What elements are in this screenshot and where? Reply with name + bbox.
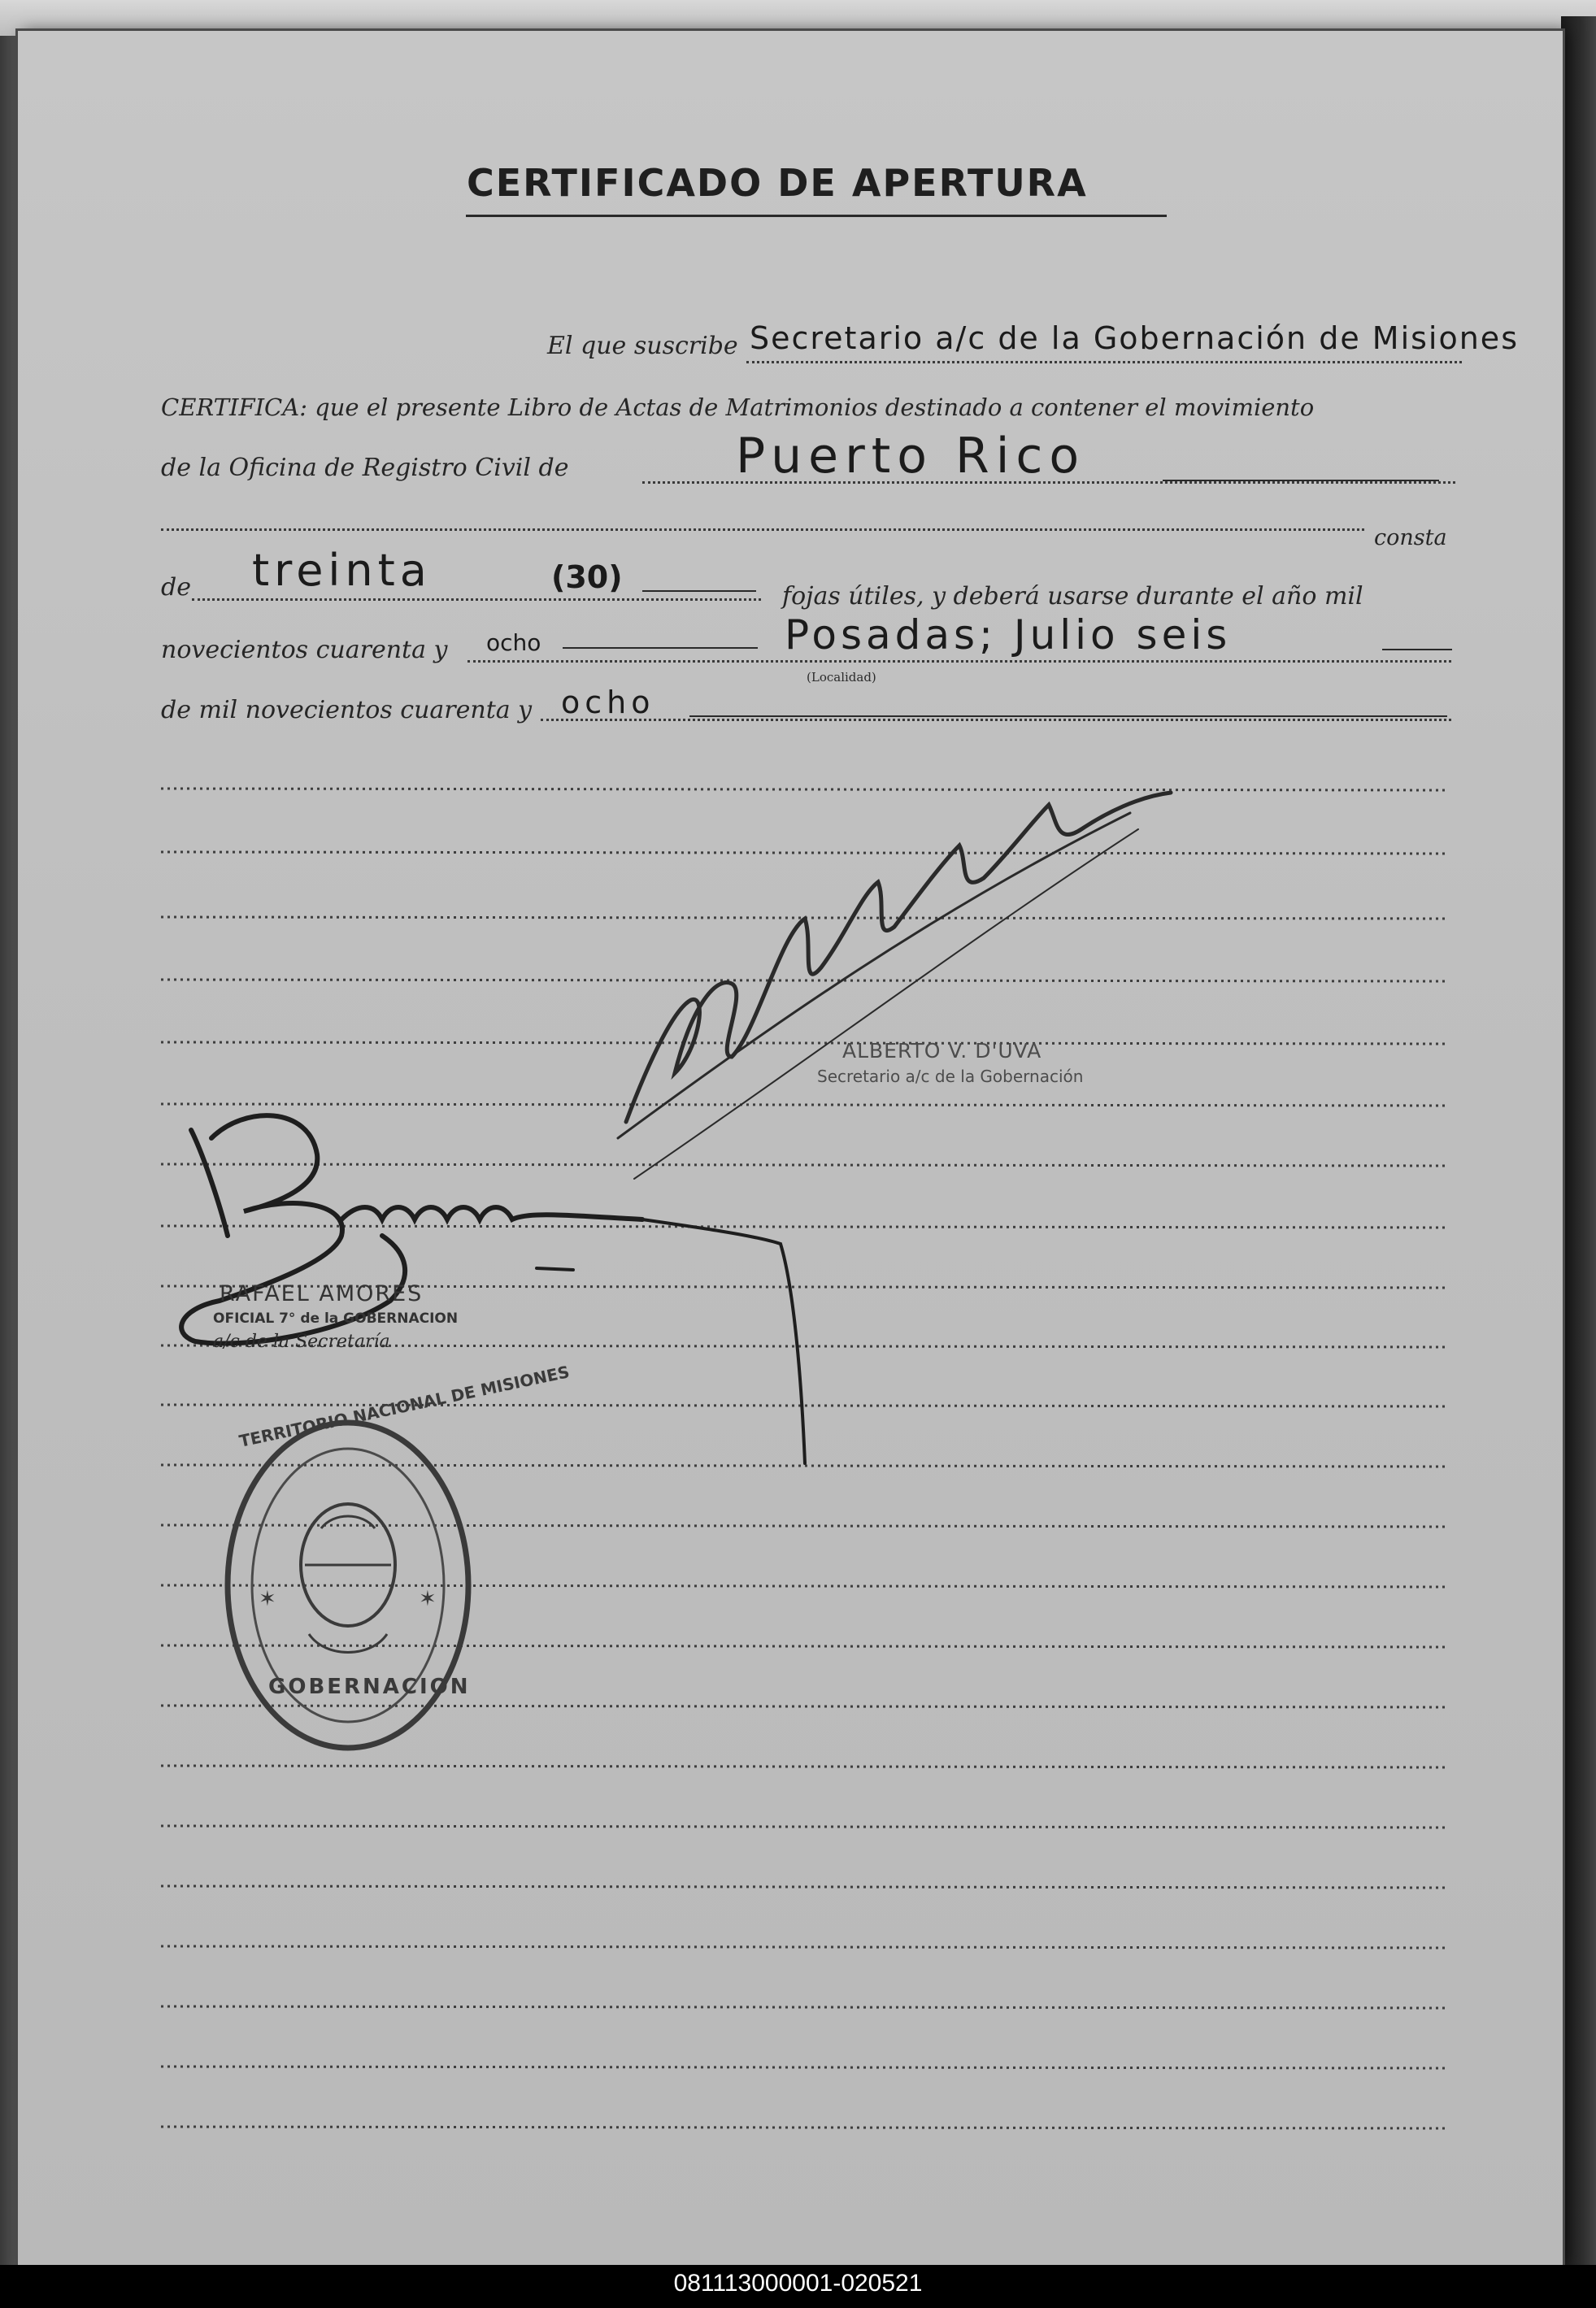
line3-printed: de la Oficina de Registro Civil de: [161, 454, 569, 482]
ruled-line: [161, 1226, 1447, 1228]
footer-id: 081113000001-020521: [673, 2270, 923, 2297]
stamp-alberto-title: Secretario a/c de la Gobernación: [817, 1067, 1084, 1086]
line3-handwritten: Puerto Rico: [736, 428, 1086, 485]
seal-top-text: TERRITORIO NACIONAL DE MISIONES: [237, 1362, 572, 1451]
localidad-caption: (Localidad): [807, 670, 876, 685]
ruled-line: [161, 1104, 1447, 1106]
seal: [228, 1423, 468, 1748]
line5-printed-right: fojas útiles, y deberá usarse durante el año mil: [782, 582, 1363, 611]
ruled-line: [161, 1585, 1447, 1587]
seal-bottom-text: GOBERNACION: [268, 1675, 471, 1699]
ruled-line: [161, 2127, 1447, 2128]
ruled-line: [161, 2067, 1447, 2068]
line6-handwritten-a: ocho: [486, 629, 541, 656]
line5-printed-left: de: [161, 573, 191, 602]
ruled-line: [161, 852, 1447, 854]
rafael-hand-note: a/c de la Secretaría: [213, 1332, 390, 1352]
ruled-line: [161, 1706, 1447, 1707]
line7-printed: de mil novecientos cuarenta y: [161, 696, 533, 724]
line4-printed: consta: [1374, 525, 1447, 550]
line6-printed: novecientos cuarenta y: [161, 636, 448, 664]
line2-printed: CERTIFICA: que el presente Libro de Actas de Matrimonios destinado a contener el movimiento: [161, 393, 1315, 421]
line7-handwritten: ocho: [561, 685, 655, 720]
line5-handwritten-a: treinta: [252, 545, 432, 596]
line1-handwritten: Secretario a/c de la Gobernación de Misiones: [750, 320, 1519, 356]
line1-printed: El que suscribe: [547, 332, 738, 360]
ruled-line: [161, 789, 1447, 790]
line5-handwritten-b: (30): [551, 559, 623, 595]
ruled-line: [161, 1645, 1447, 1647]
document-title: CERTIFICADO DE APERTURA: [467, 161, 1088, 205]
ruled-line: [161, 1164, 1447, 1166]
svg-text:✶: ✶: [419, 1587, 437, 1611]
stamp-rafael-name: RAFAEL AMORES: [220, 1281, 424, 1306]
stamp-alberto-name: ALBERTO V. D'UVA: [842, 1039, 1042, 1063]
ruled-line: [161, 1042, 1447, 1044]
ruled-line: [161, 980, 1447, 981]
ruled-line: [161, 1766, 1447, 1767]
ruled-line: [161, 1465, 1447, 1467]
ruled-line: [161, 1946, 1447, 1948]
line6-handwritten-b: Posadas; Julio seis: [785, 611, 1232, 658]
stamp-rafael-title: OFICIAL 7° de la GOBERNACION: [213, 1310, 459, 1327]
ruled-line: [161, 2006, 1447, 2008]
ruled-line: [161, 1826, 1447, 1828]
ruled-line: [161, 1886, 1447, 1888]
ruled-line: [161, 1525, 1447, 1527]
signature-alberto: [618, 793, 1171, 1179]
svg-text:✶: ✶: [259, 1587, 276, 1611]
